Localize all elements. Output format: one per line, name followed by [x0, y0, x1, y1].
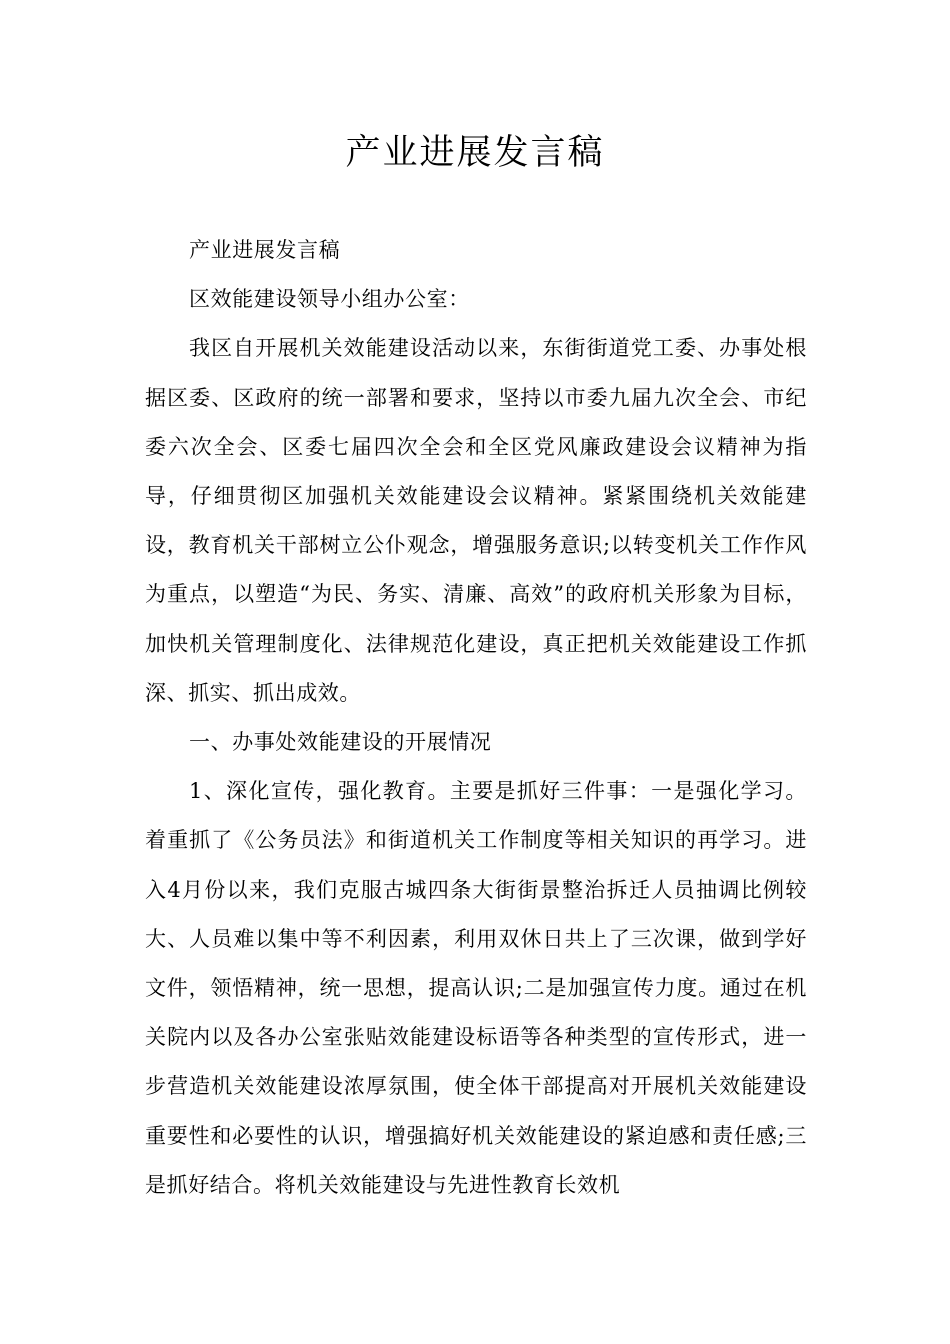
paragraph-intro: 我区自开展机关效能建设活动以来，东街街道党工委、办事处根据区委、区政府的统一部署和要求，坚持以市委九届九次全会、市纪委六次全会、区委七届四次全会和全区党风廉政建设会议精神为指导，仔细贯彻区加强机关效能建设会议精神。紧紧围绕机关效能建设，教育机关干部树立公仆观念，增强服务意识;以转变机关工作作风为重点，以塑造“为民、务实、清廉、高效”的政府机关形象为目标，加快机关管理制度化、法律规范化建设，真正把机关效能建设工作抓深、抓实、抓出成效。 [145, 336, 807, 705]
paragraph-item-1: 1、深化宣传，强化教育。主要是抓好三件事：一是强化学习。着重抓了《公务员法》和街道机关工作制度等相关知识的再学习。进入4月份以来，我们克服古城四条大街街景整治拆迁人员抽调比例较大、人员难以集中等不利因素，利用双休日共上了三次课，做到学好文件，领悟精神，统一思想，提高认识;二是加强宣传力度。通过在机关院内以及各办公室张贴效能建设标语等各种类型的宣传形式，进一步营造机关效能建设浓厚氛围，使全体干部提高对开展机关效能建设重要性和必要性的认识，增强搞好机关效能建设的紧迫感和责任感;三是抓好结合。将机关效能建设与先进性教育长效机 [145, 779, 807, 1197]
section-heading: 一、办事处效能建设的开展情况 [189, 730, 492, 755]
document-body [145, 226, 807, 1210]
document-title: 产业进展发言稿 [345, 133, 605, 173]
paragraph-salutation: 区效能建设领导小组办公室： [189, 287, 470, 312]
paragraph-heading: 产业进展发言稿 [189, 238, 341, 262]
